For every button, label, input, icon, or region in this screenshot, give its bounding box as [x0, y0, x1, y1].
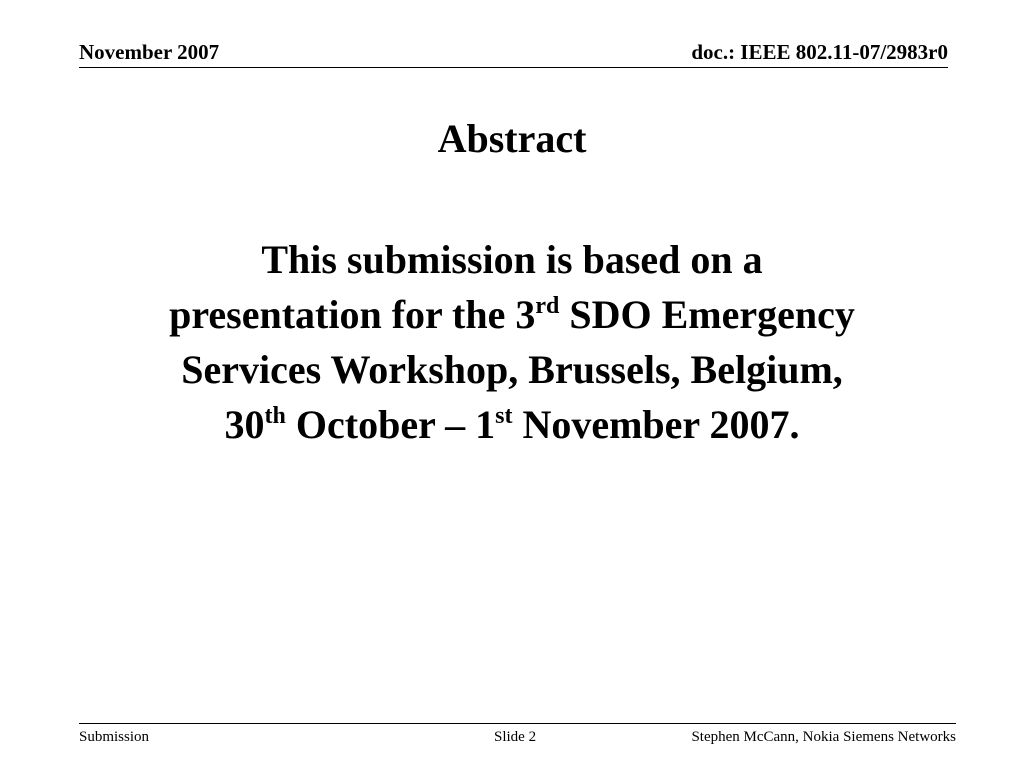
abstract-text: November 2007.	[512, 402, 800, 447]
ordinal-suffix: th	[264, 403, 286, 429]
abstract-line-2	[112, 287, 912, 342]
footer-slide-number: Slide 2	[494, 729, 537, 745]
slide-title: Abstract	[437, 116, 587, 161]
abstract-text: October – 1	[285, 402, 496, 447]
ordinal-suffix: rd	[535, 293, 560, 319]
footer-author: Stephen McCann, Nokia Siemens Networks	[691, 729, 956, 745]
ordinal-suffix: st	[495, 403, 513, 429]
footer-submission: Submission	[79, 729, 150, 745]
header-divider	[79, 67, 948, 68]
abstract-text: presentation for the 3	[169, 292, 536, 337]
abstract-line-1: This submission is based on a	[261, 237, 763, 282]
abstract-line-3: Services Workshop, Brussels, Belgium,	[181, 347, 843, 392]
abstract-line-4	[112, 397, 912, 452]
abstract-body	[112, 232, 912, 452]
header-doc-id: doc.: IEEE 802.11-07/2983r0	[691, 40, 948, 64]
abstract-text: 30	[224, 402, 265, 447]
abstract-text: SDO Emergency	[559, 292, 855, 337]
footer-divider	[79, 723, 956, 724]
header-date: November 2007	[79, 40, 220, 64]
